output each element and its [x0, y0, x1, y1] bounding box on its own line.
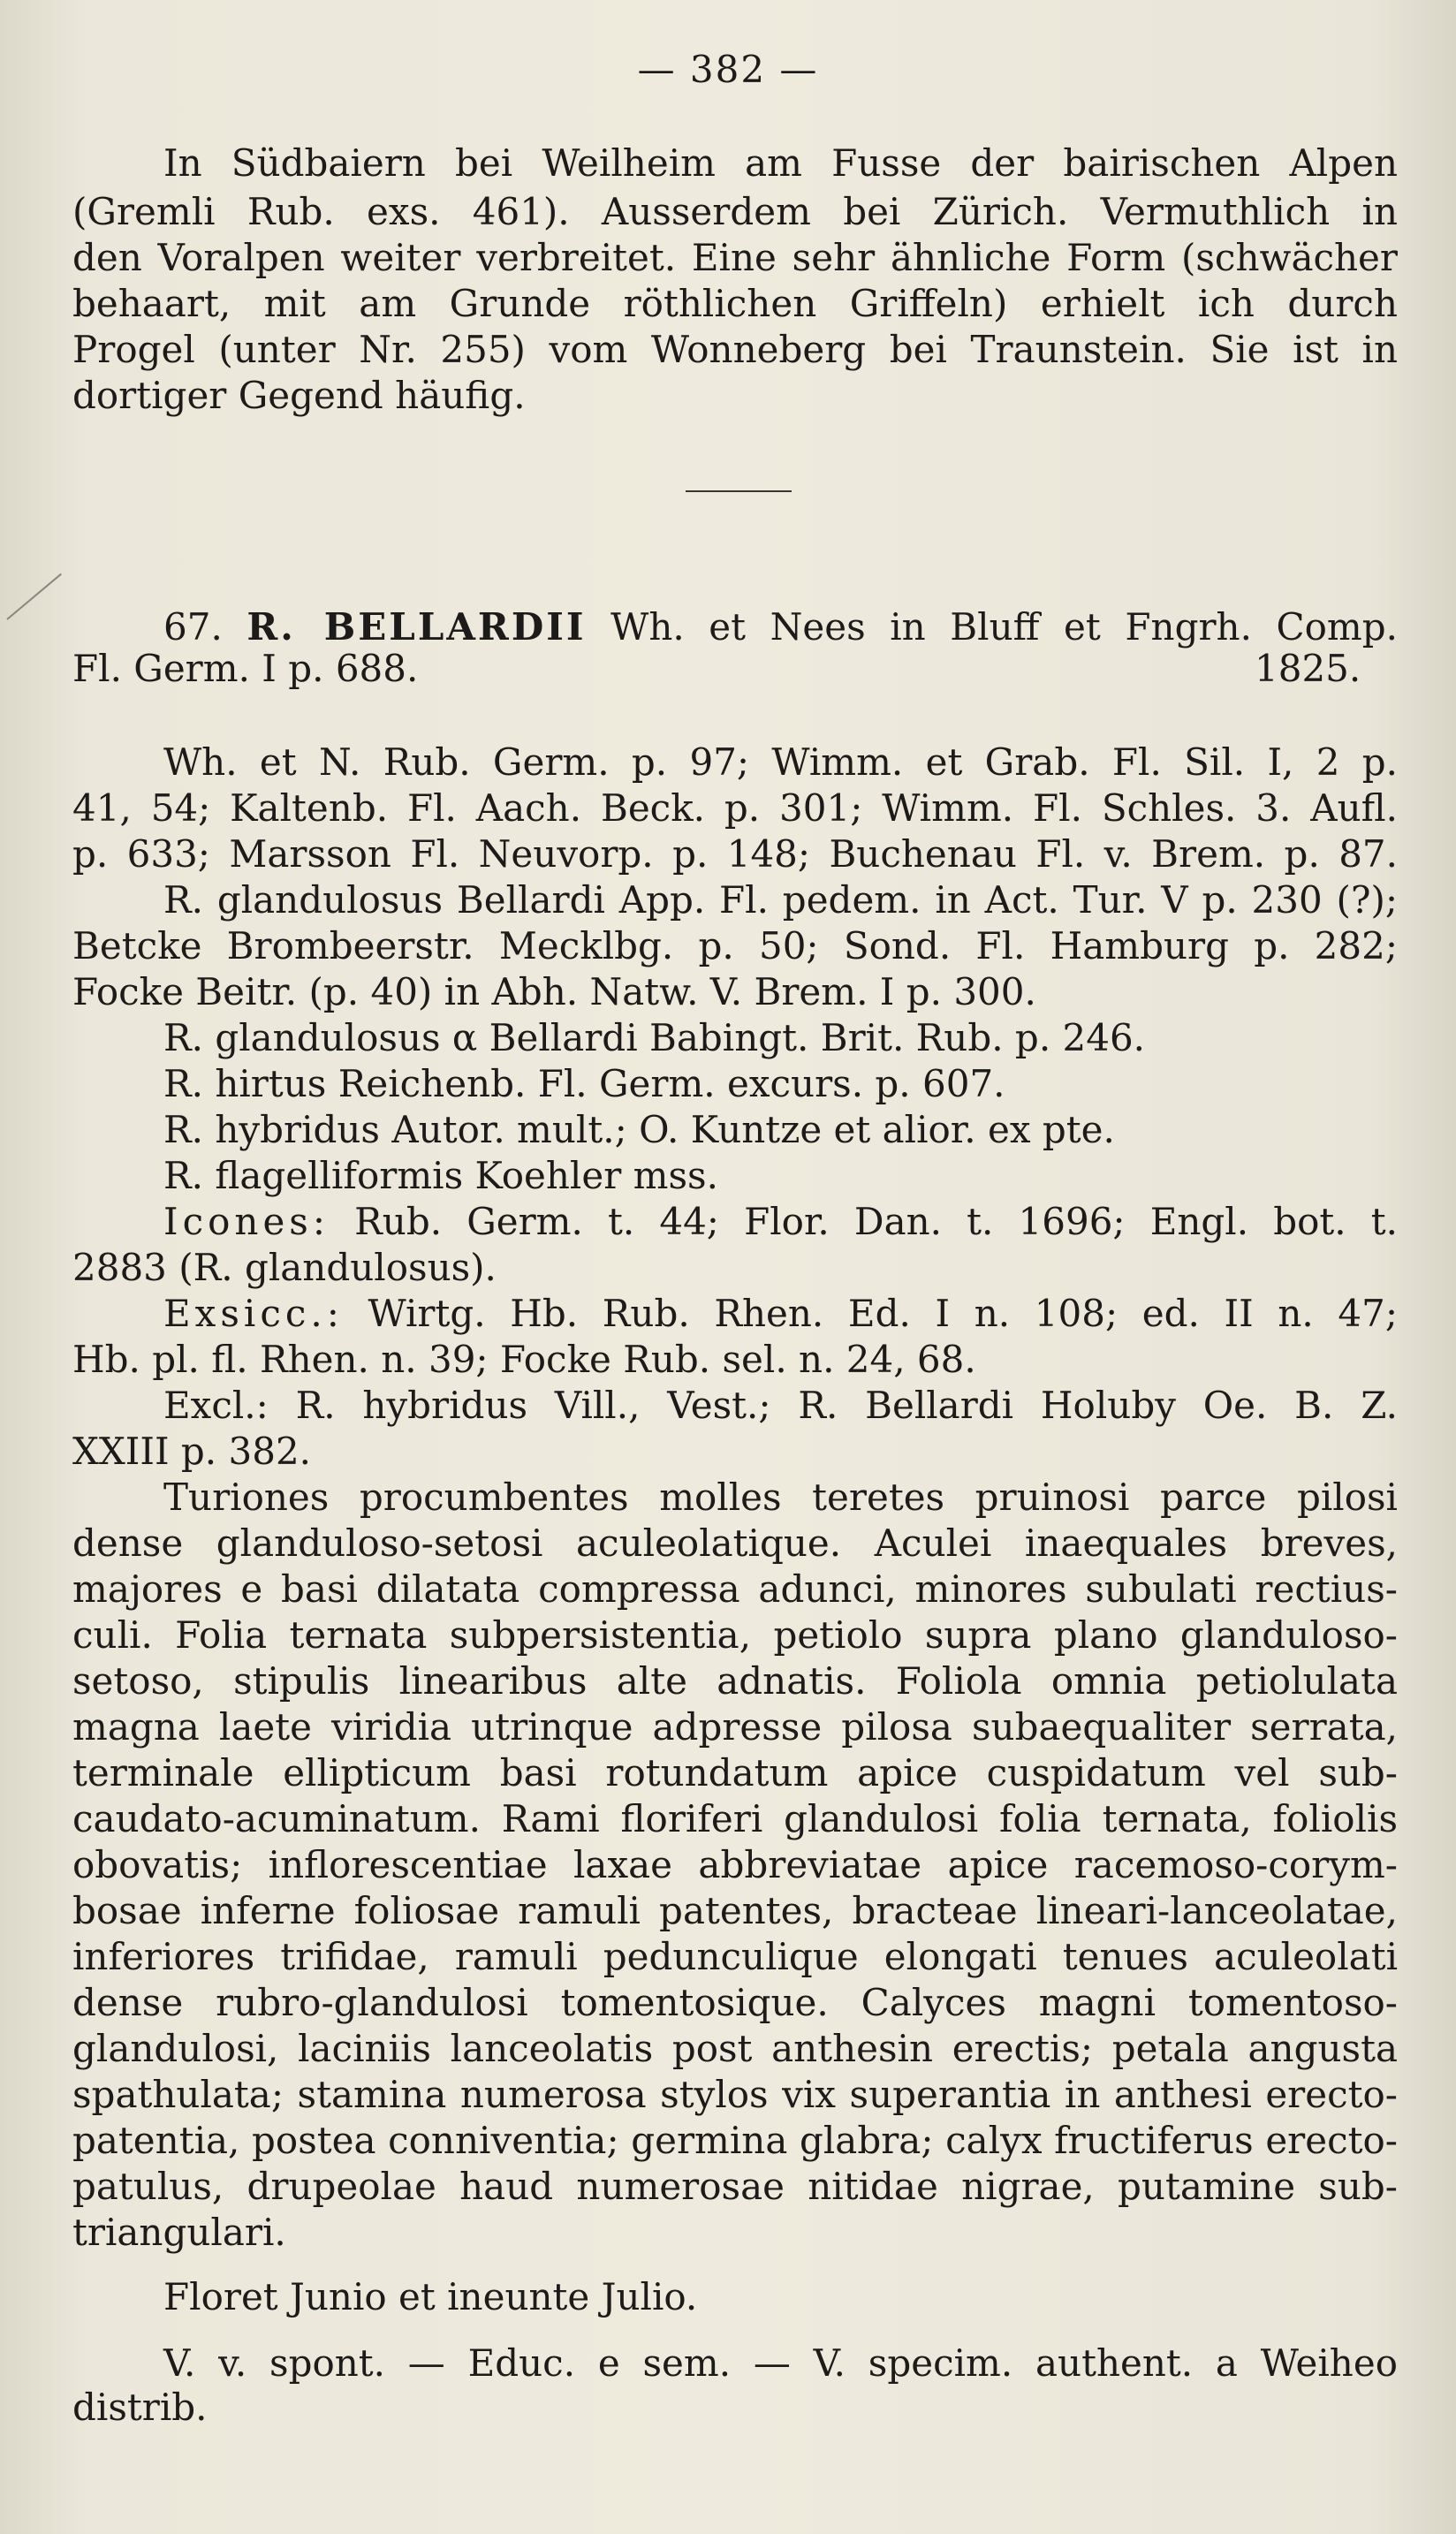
- description-line-13: glandulosi, laciniis lanceolatis post anthesin erectis; petala angusta: [72, 2027, 1398, 2070]
- description-line-8: caudato-acuminatum. Rami floriferi glandulosi folia ternata, foliolis: [72, 1797, 1398, 1840]
- species-heading-line-2: Fl. Germ. I p. 688.: [72, 647, 419, 690]
- description-line-3: majores e basi dilatata compressa adunci, minores subulati rectius-: [72, 1567, 1398, 1611]
- species-name: R. BELLARDII: [246, 605, 587, 649]
- intro-line-3: den Voralpen weiter verbreitet. Eine sehr ähnliche Form (schwächer: [72, 236, 1398, 279]
- species-authority: Wh. et Nees in Bluff et Fngrh. Comp.: [610, 605, 1398, 649]
- icones-continued: 2883 (R. glandulosus).: [72, 1246, 497, 1289]
- description-line-10: bosae inferne foliosae ramuli patentes, bracteae lineari-lanceolatae,: [72, 1889, 1398, 1932]
- intro-line-4: behaart, mit am Grunde röthlichen Griffeln) erhielt ich durch: [72, 282, 1398, 325]
- intro-line-5: Progel (unter Nr. 255) vom Wonneberg bei Traunstein. Sie ist in: [72, 328, 1398, 371]
- floret-line: Floret Junio et ineunte Julio.: [163, 2275, 698, 2318]
- species-heading: [163, 605, 1398, 649]
- description-line-6: magna laete viridia utrinque adpresse pilosa subaequaliter serrata,: [72, 1705, 1398, 1749]
- description-line-2: dense glanduloso-setosi aculeolatique. Aculei inaequales breves,: [72, 1521, 1398, 1565]
- exsicc-line: [163, 1292, 1398, 1336]
- synonymy-line-9: R. hybridus Autor. mult.; O. Kuntze et alior. ex pte.: [163, 1108, 1115, 1151]
- intro-line-2: (Gremli Rub. exs. 461). Ausserdem bei Zürich. Vermuthlich in: [72, 190, 1398, 233]
- exsicc-label: Exsicc.:: [163, 1292, 344, 1335]
- description-line-11: inferiores trifidae, ramuli pedunculique elongati tenues aculeolati: [72, 1935, 1398, 1978]
- excl-line: Excl.: R. hybridus Vill., Vest.; R. Bellardi Holuby Oe. B. Z.: [163, 1384, 1398, 1427]
- icones-line: [163, 1200, 1398, 1244]
- species-year: 1825.: [1255, 647, 1361, 690]
- excl-continued: XXIII p. 382.: [72, 1430, 312, 1473]
- intro-line-6: dortiger Gegend häufig.: [72, 374, 526, 417]
- description-line-16: patulus, drupeolae haud numerosae nitidae nigrae, putamine sub-: [72, 2165, 1398, 2208]
- synonymy-line-4: R. glandulosus Bellardi App. Fl. pedem. in Act. Tur. V p. 230 (?);: [163, 878, 1398, 922]
- synonymy-line-5: Betcke Brombeerstr. Mecklbg. p. 50; Sond. Fl. Hamburg p. 282;: [72, 924, 1398, 967]
- synonymy-line-10: R. flagelliformis Koehler mss.: [163, 1154, 718, 1197]
- section-divider: [686, 490, 792, 492]
- synonymy-line-1: Wh. et N. Rub. Germ. p. 97; Wimm. et Grab. Fl. Sil. I, 2 p.: [163, 740, 1398, 784]
- exsicc-continued: Hb. pl. fl. Rhen. n. 39; Focke Rub. sel. n. 24, 68.: [72, 1338, 976, 1381]
- synonymy-line-2: 41, 54; Kaltenb. Fl. Aach. Beck. p. 301; Wimm. Fl. Schles. 3. Aufl.: [72, 786, 1398, 830]
- synonymy-line-3: p. 633; Marsson Fl. Neuvorp. p. 148; Buchenau Fl. v. Brem. p. 87.: [72, 832, 1398, 876]
- exsicc-text: Wirtg. Hb. Rub. Rhen. Ed. I n. 108; ed. II n. 47;: [368, 1292, 1398, 1335]
- description-line-1: Turiones procumbentes molles teretes pruinosi parce pilosi: [163, 1476, 1398, 1519]
- icones-label: Icones:: [163, 1200, 330, 1243]
- synonymy-line-8: R. hirtus Reichenb. Fl. Germ. excurs. p. 607.: [163, 1062, 1005, 1105]
- description-line-17: triangulari.: [72, 2211, 286, 2254]
- description-line-5: setoso, stipulis linearibus alte adnatis. Foliola omnia petiolulata: [72, 1659, 1398, 1703]
- vv-line: V. v. spont. — Educ. e sem. — V. specim. authent. a Weiheo: [163, 2341, 1398, 2385]
- description-line-4: culi. Folia ternata subpersistentia, petiolo supra plano glanduloso-: [72, 1613, 1398, 1657]
- intro-line-1: In Südbaiern bei Weilheim am Fusse der bairischen Alpen: [163, 141, 1398, 185]
- synonymy-line-6: Focke Beitr. (p. 40) in Abh. Natw. V. Brem. I p. 300.: [72, 970, 1036, 1013]
- synonymy-line-7: R. glandulosus α Bellardi Babingt. Brit. Rub. p. 246.: [163, 1016, 1146, 1059]
- vv-continued: distrib.: [72, 2386, 208, 2429]
- description-line-15: patentia, postea conniventia; germina glabra; calyx fructiferus erecto-: [72, 2119, 1398, 2162]
- icones-text: Rub. Germ. t. 44; Flor. Dan. t. 1696; Engl. bot. t.: [354, 1200, 1398, 1243]
- margin-pencil-mark: [6, 573, 62, 620]
- description-line-7: terminale ellipticum basi rotundatum apice cuspidatum vel sub-: [72, 1751, 1398, 1794]
- description-line-14: spathulata; stamina numerosa stylos vix superantia in anthesi erecto-: [72, 2073, 1398, 2116]
- description-line-12: dense rubro-glandulosi tomentosique. Calyces magni tomentoso-: [72, 1981, 1398, 2024]
- page-number: — 382 —: [637, 48, 819, 91]
- description-line-9: obovatis; inflorescentiae laxae abbreviatae apice racemoso-corym-: [72, 1843, 1398, 1886]
- species-number: 67.: [163, 605, 223, 649]
